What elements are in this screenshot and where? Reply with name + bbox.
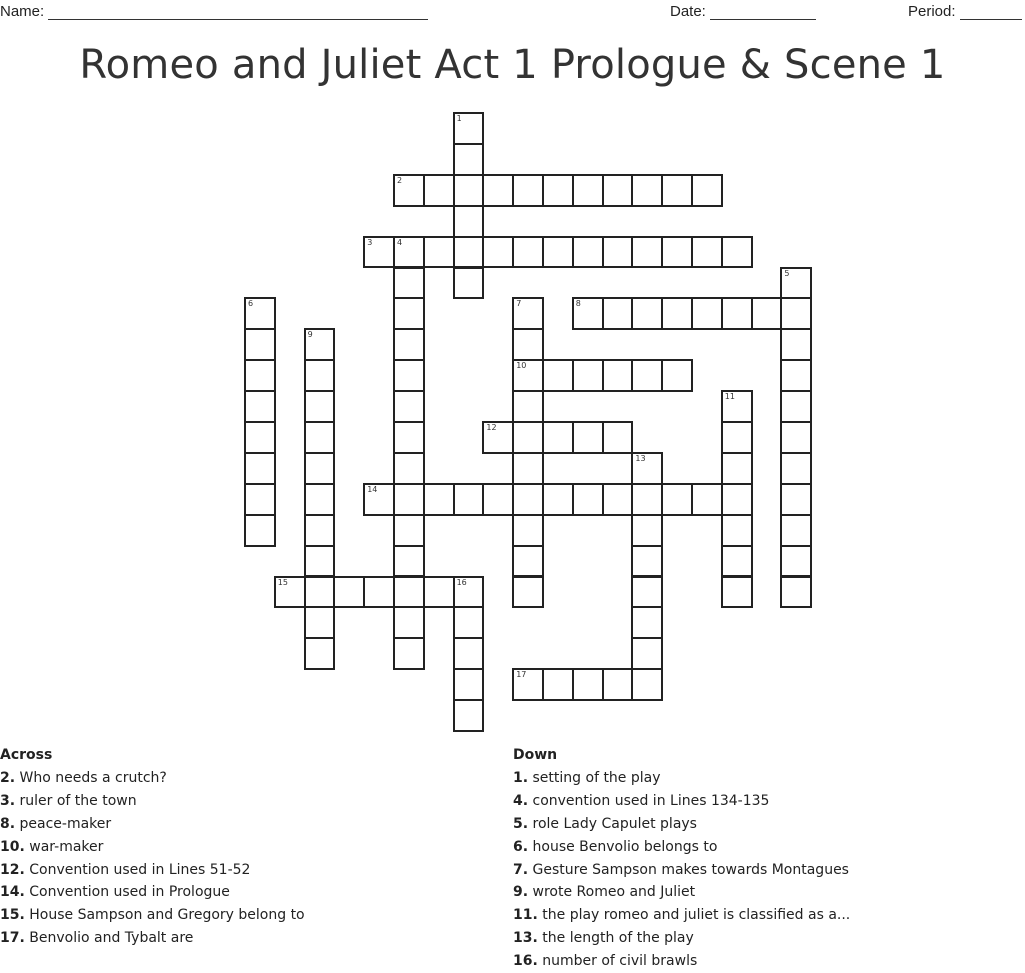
period-label: Period: — [908, 3, 956, 20]
clue-item: 5. role Lady Capulet plays — [513, 815, 697, 832]
clue-number-label: 5 — [784, 268, 790, 278]
crossword-cell[interactable] — [453, 637, 485, 670]
clue-number-label: 6 — [248, 299, 254, 309]
clue-number-label: 11 — [724, 392, 735, 402]
crossword-cell[interactable] — [512, 668, 544, 701]
crossword-cell[interactable] — [512, 452, 544, 485]
crossword-cell[interactable] — [244, 359, 276, 392]
crossword-cell[interactable] — [602, 668, 634, 701]
crossword-cell[interactable] — [453, 174, 485, 207]
crossword-cell[interactable] — [721, 483, 753, 516]
crossword-cell[interactable] — [661, 359, 693, 392]
crossword-cell[interactable] — [512, 297, 544, 330]
crossword-cell[interactable] — [780, 359, 812, 392]
crossword-cell[interactable] — [661, 174, 693, 207]
crossword-cell[interactable] — [631, 359, 663, 392]
clue-item: 17. Benvolio and Tybalt are — [0, 930, 194, 947]
clue-item: 7. Gesture Sampson makes towards Montagues — [513, 861, 849, 878]
crossword-cell[interactable] — [274, 576, 306, 609]
crossword-cell[interactable] — [512, 236, 544, 269]
crossword-cell[interactable] — [423, 174, 455, 207]
crossword-cell[interactable] — [453, 483, 485, 516]
crossword-cell[interactable] — [512, 174, 544, 207]
clue-item: 9. wrote Romeo and Juliet — [513, 884, 696, 901]
crossword-cell[interactable] — [631, 174, 663, 207]
crossword-cell[interactable] — [780, 545, 812, 578]
crossword-cell[interactable] — [244, 421, 276, 454]
crossword-cell[interactable] — [721, 452, 753, 485]
clue-item: 13. the length of the play — [513, 930, 694, 947]
name-label: Name: — [0, 3, 45, 20]
clue-item: 4. convention used in Lines 134-135 — [513, 792, 770, 809]
crossword-cell[interactable] — [691, 236, 723, 269]
crossword-cell[interactable] — [393, 236, 425, 269]
clue-item: 16. number of civil brawls — [513, 953, 698, 970]
crossword-cell[interactable] — [572, 668, 604, 701]
crossword-cell[interactable] — [631, 236, 663, 269]
crossword-cell[interactable] — [453, 267, 485, 300]
clue-number-label: 4 — [397, 237, 403, 247]
crossword-cell[interactable] — [453, 576, 485, 609]
crossword-cell[interactable] — [751, 297, 783, 330]
clue-number-label: 3 — [367, 237, 373, 247]
crossword-cell[interactable] — [393, 174, 425, 207]
across-clues — [0, 744, 305, 950]
clue-number-label: 16 — [456, 577, 467, 587]
crossword-cell[interactable] — [780, 576, 812, 609]
clue-number-label: 12 — [486, 423, 497, 432]
crossword-cell[interactable] — [244, 483, 276, 516]
clue-number-label: 9 — [307, 330, 313, 340]
crossword-cell[interactable] — [780, 514, 812, 547]
crossword-cell[interactable] — [780, 297, 812, 330]
crossword-cell[interactable] — [721, 545, 753, 578]
crossword-cell[interactable] — [602, 297, 634, 330]
crossword-cell[interactable] — [572, 297, 604, 330]
crossword-cell[interactable] — [482, 174, 514, 207]
crossword-cell[interactable] — [602, 359, 634, 392]
clue-item: 6. house Benvolio belongs to — [513, 838, 718, 855]
crossword-cell[interactable] — [304, 328, 336, 361]
crossword-cell[interactable] — [631, 514, 663, 547]
crossword-cell[interactable] — [631, 637, 663, 670]
crossword-cell[interactable] — [631, 606, 663, 639]
crossword-cell[interactable] — [244, 390, 276, 423]
crossword-cell[interactable] — [482, 421, 514, 454]
crossword-cell[interactable] — [780, 452, 812, 485]
crossword-cell[interactable] — [542, 668, 574, 701]
crossword-cell[interactable] — [363, 576, 395, 609]
crossword-cell[interactable] — [602, 236, 634, 269]
crossword-cell[interactable] — [691, 483, 723, 516]
crossword-cell[interactable] — [453, 143, 485, 176]
clue-item: 1. setting of the play — [513, 769, 661, 786]
clue-item: 2. Who needs a crutch? — [0, 769, 167, 786]
crossword-cell[interactable] — [453, 236, 485, 269]
clue-item: 3. ruler of the town — [0, 792, 137, 809]
crossword-cell[interactable] — [631, 452, 663, 485]
crossword-cell[interactable] — [423, 236, 455, 269]
crossword-cell[interactable] — [780, 328, 812, 361]
clue-number-label: 10 — [516, 361, 527, 371]
crossword-cell[interactable] — [393, 637, 425, 670]
crossword-cell[interactable] — [631, 483, 663, 516]
crossword-cell[interactable] — [572, 483, 604, 516]
crossword-cell[interactable] — [512, 483, 544, 516]
clue-item: 15. House Sampson and Gregory belong to — [0, 907, 305, 924]
crossword-cell[interactable] — [691, 174, 723, 207]
crossword-cell[interactable] — [572, 359, 604, 392]
crossword-cell[interactable] — [512, 514, 544, 547]
across-clue-list — [0, 767, 305, 950]
crossword-cell[interactable] — [363, 236, 395, 269]
crossword-cell[interactable] — [393, 297, 425, 330]
crossword-cell[interactable] — [304, 359, 336, 392]
crossword-cell[interactable] — [780, 390, 812, 423]
crossword-cell[interactable] — [333, 576, 365, 609]
clue-number-label: 8 — [575, 299, 581, 309]
crossword-cell[interactable] — [393, 267, 425, 300]
crossword-cell[interactable] — [304, 452, 336, 485]
crossword-cell[interactable] — [721, 514, 753, 547]
page-title: Romeo and Juliet Act 1 Prologue & Scene 1 — [79, 42, 946, 88]
crossword-cell[interactable] — [304, 514, 336, 547]
crossword-cell[interactable] — [453, 606, 485, 639]
crossword-cell[interactable] — [304, 606, 336, 639]
crossword-cell[interactable] — [542, 236, 574, 269]
clue-number-label: 17 — [516, 670, 527, 680]
crossword-cell[interactable] — [244, 514, 276, 547]
crossword-cell[interactable] — [393, 390, 425, 423]
crossword-cell[interactable] — [721, 390, 753, 423]
crossword-cell[interactable] — [482, 483, 514, 516]
crossword-cell[interactable] — [542, 421, 574, 454]
crossword-cell[interactable] — [453, 699, 485, 732]
crossword-cell[interactable] — [602, 483, 634, 516]
crossword-cell[interactable] — [423, 576, 455, 609]
crossword-cell[interactable] — [393, 606, 425, 639]
crossword-cell[interactable] — [572, 421, 604, 454]
crossword-cell[interactable] — [393, 545, 425, 578]
crossword-cell[interactable] — [542, 174, 574, 207]
crossword-cell[interactable] — [304, 637, 336, 670]
crossword-cell[interactable] — [512, 390, 544, 423]
crossword-cell[interactable] — [661, 236, 693, 269]
date-label: Date: — [670, 3, 706, 20]
clue-number-label: 2 — [397, 175, 403, 185]
crossword-cell[interactable] — [542, 359, 574, 392]
crossword-cell[interactable] — [721, 236, 753, 269]
crossword-cell[interactable] — [304, 390, 336, 423]
crossword-cell[interactable] — [631, 576, 663, 609]
clue-number-label: 15 — [277, 577, 288, 587]
crossword-cell[interactable] — [304, 421, 336, 454]
crossword-cell[interactable] — [393, 452, 425, 485]
crossword-cell[interactable] — [453, 112, 485, 145]
crossword-cell[interactable] — [512, 359, 544, 392]
crossword-cell[interactable] — [780, 267, 812, 300]
crossword-cell[interactable] — [631, 545, 663, 578]
crossword-cell[interactable] — [691, 297, 723, 330]
crossword-cell[interactable] — [572, 174, 604, 207]
crossword-cell[interactable] — [423, 483, 455, 516]
crossword-cell[interactable] — [244, 297, 276, 330]
crossword-cell[interactable] — [602, 174, 634, 207]
crossword-cell[interactable] — [512, 576, 544, 609]
crossword-cell[interactable] — [304, 545, 336, 578]
crossword-cell[interactable] — [453, 205, 485, 238]
down-clues — [513, 744, 850, 973]
crossword-cell[interactable] — [512, 545, 544, 578]
crossword-cell[interactable] — [661, 297, 693, 330]
crossword-cell[interactable] — [721, 297, 753, 330]
clue-item: 14. Convention used in Prologue — [0, 884, 230, 901]
clue-number-label: 1 — [456, 114, 462, 123]
crossword-cell[interactable] — [363, 483, 395, 516]
crossword-cell[interactable] — [721, 576, 753, 609]
crossword-cell[interactable] — [512, 328, 544, 361]
crossword-cell[interactable] — [393, 421, 425, 454]
crossword-cell[interactable] — [453, 668, 485, 701]
crossword-cell[interactable] — [780, 421, 812, 454]
clue-number-label: 14 — [367, 484, 378, 494]
down-heading: Down — [513, 747, 558, 763]
crossword-cell[interactable] — [721, 421, 753, 454]
crossword-cell[interactable] — [304, 483, 336, 516]
crossword-cell[interactable] — [542, 483, 574, 516]
crossword-cell[interactable] — [780, 483, 812, 516]
clue-item: 8. peace-maker — [0, 815, 112, 832]
crossword-cell[interactable] — [393, 328, 425, 361]
crossword-cell[interactable] — [482, 236, 514, 269]
crossword-cell[interactable] — [631, 668, 663, 701]
crossword-cell[interactable] — [393, 514, 425, 547]
down-clue-list — [513, 767, 850, 973]
clue-item: 12. Convention used in Lines 51-52 — [0, 861, 251, 878]
crossword-cell[interactable] — [244, 328, 276, 361]
crossword-cell[interactable] — [244, 452, 276, 485]
across-heading: Across — [0, 747, 53, 763]
clue-number-label: 13 — [635, 453, 646, 463]
crossword-cell[interactable] — [393, 483, 425, 516]
crossword-cell[interactable] — [393, 359, 425, 392]
crossword-cell[interactable] — [661, 483, 693, 516]
crossword-cell[interactable] — [304, 576, 336, 609]
clue-item: 10. war-maker — [0, 838, 104, 855]
crossword-cell[interactable] — [393, 576, 425, 609]
clue-item: 11. the play romeo and juliet is classified as a... — [513, 907, 851, 924]
clue-number-label: 7 — [516, 299, 522, 309]
crossword-cell[interactable] — [512, 421, 544, 454]
crossword-cell[interactable] — [572, 236, 604, 269]
crossword-cell[interactable] — [602, 421, 634, 454]
crossword-cell[interactable] — [631, 297, 663, 330]
